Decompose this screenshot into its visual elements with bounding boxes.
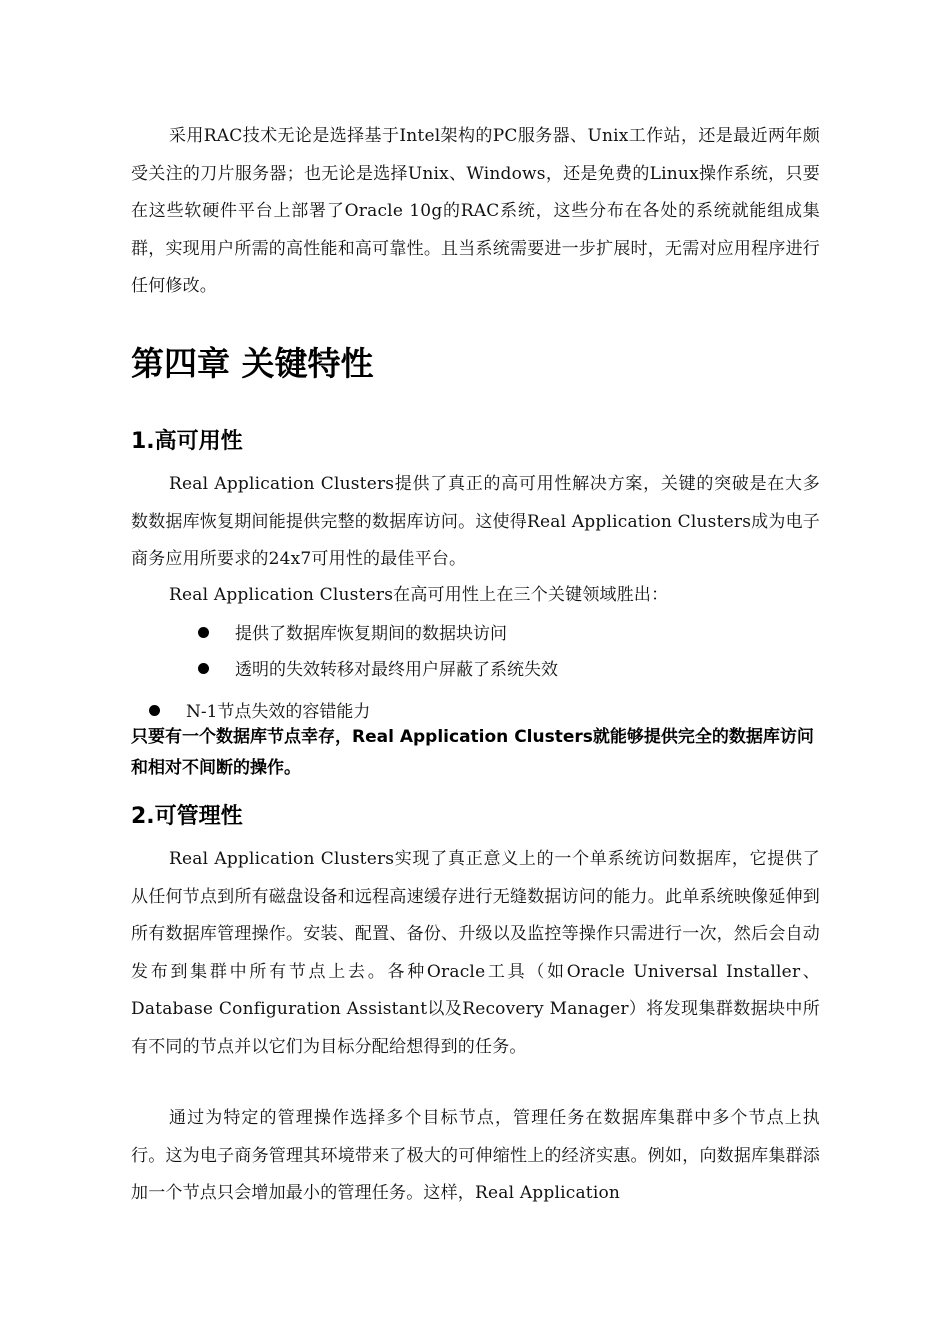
bullet-item-3 — [149, 697, 370, 722]
bullet-item-2 — [198, 655, 558, 680]
bullet-text: N-1节点失效的容错能力 — [186, 702, 371, 722]
intro-paragraph: 采用RAC技术无论是选择基于Intel架构的PC服务器、Unix工作站，还是最近两年颇受关注的刀片服务器；也无论是选择Unix、Windows，还是免费的Linux操作系统，只要在这些软硬件平台上部署了Oracle 10g的RAC系统，这些分布在各处的系统就能组成集群，实现用户所需的高性能和高可靠性。且当系统需要进一步扩展时，无需对应用程序进行任何修改。 — [131, 126, 820, 296]
bullet-text: 透明的失效转移对最终用户屏蔽了系统失效 — [235, 660, 558, 680]
bullet-dot-icon — [149, 705, 160, 716]
bullet-item-1 — [198, 619, 507, 644]
section-2-paragraph-2: 通过为特定的管理操作选择多个目标节点，管理任务在数据库集群中多个节点上执行。这为电子商务管理其环境带来了极大的可伸缩性上的经济实惠。例如，向数据库集群添加一个节点只会增加最小的管理任务。这样，Real Application — [131, 1108, 820, 1203]
section-2-title: 2.可管理性 — [131, 804, 243, 829]
chapter-title: 第四章 关键特性 — [131, 344, 374, 383]
section-1-paragraph-2: Real Application Clusters在高可用性上在三个关键领域胜出： — [169, 585, 669, 605]
section-1-title: 1.高可用性 — [131, 429, 243, 454]
bold-note: 只要有一个数据库节点幸存，Real Application Clusters就能够提供完全的数据库访问和相对不间断的操作。 — [131, 727, 814, 778]
bullet-dot-icon — [198, 663, 209, 674]
section-1-paragraph-1: Real Application Clusters提供了真正的高可用性解决方案，关键的突破是在大多数数据库恢复期间能提供完整的数据库访问。这使得Real Application Clusters成为电子商务应用所要求的24x7可用性的最佳平台。 — [131, 474, 820, 569]
section-2-paragraph-1: Real Application Clusters实现了真正意义上的一个单系统访问数据库，它提供了从任何节点到所有磁盘设备和远程高速缓存进行无缝数据访问的能力。此单系统映像延伸到所有数据库管理操作。安装、配置、备份、升级以及监控等操作只需进行一次，然后会自动发布到集群中所有节点上去。各种Oracle工具（如Oracle Universal Installer、Database Configuration Assistant以及Recovery Manager）将发现集群数据块中所有不同的节点并以它们为目标分配给想得到的任务。 — [131, 849, 820, 1057]
bullet-text: 提供了数据库恢复期间的数据块访问 — [235, 624, 507, 644]
bullet-dot-icon — [198, 627, 209, 638]
